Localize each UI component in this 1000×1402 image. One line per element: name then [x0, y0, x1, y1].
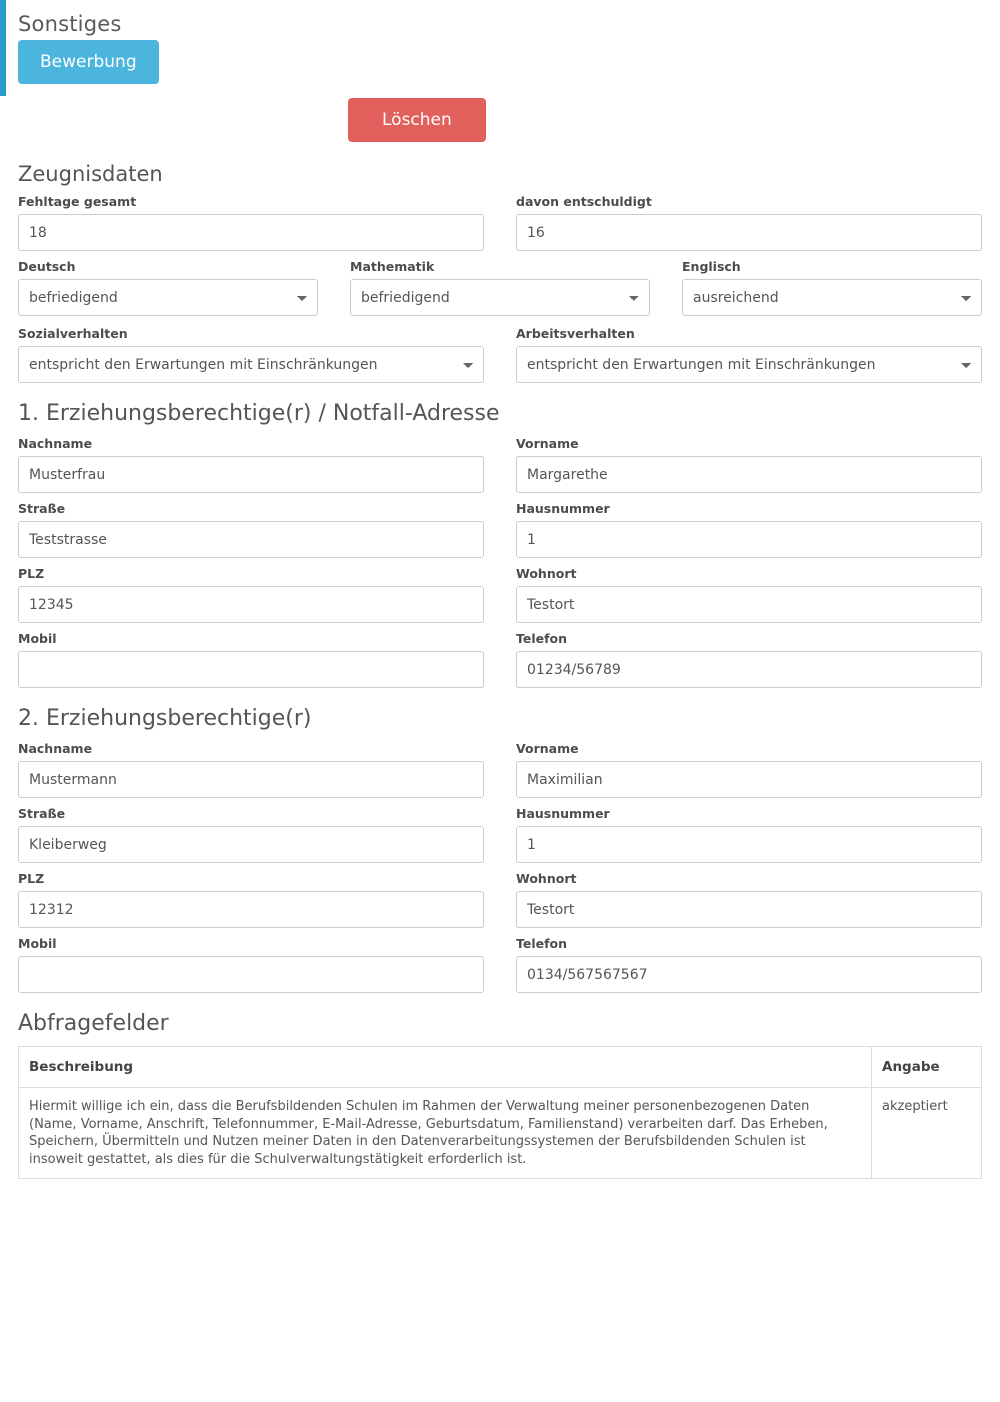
table-head — [19, 1047, 982, 1088]
left-accent-bar — [0, 0, 6, 96]
page-title: Sonstiges — [18, 12, 122, 36]
abfragefelder-table — [18, 1046, 982, 1179]
input-erz1-hausnummer[interactable] — [516, 521, 982, 558]
input-erz1-telefon[interactable] — [516, 651, 982, 688]
heading-erziehungsberechtigter-2: 2. Erziehungsberechtige(r) — [18, 706, 312, 731]
select-mathematik[interactable] — [350, 279, 650, 316]
field-erz2-strasse — [18, 806, 484, 863]
field-arbeitsverhalten — [516, 326, 982, 383]
label-mathematik: Mathematik — [350, 259, 435, 274]
tab-bewerbung[interactable]: Bewerbung — [18, 40, 159, 84]
label-erz2-strasse: Straße — [18, 806, 66, 821]
input-erz2-telefon[interactable] — [516, 956, 982, 993]
row-erz1-kontakt — [18, 631, 982, 688]
label-erz1-wohnort: Wohnort — [516, 566, 577, 581]
heading-abfragefelder: Abfragefelder — [18, 1011, 169, 1036]
input-erz2-wohnort[interactable] — [516, 891, 982, 928]
field-erz1-telefon — [516, 631, 982, 688]
field-erz1-vorname — [516, 436, 982, 493]
field-deutsch — [18, 259, 318, 316]
input-erz1-plz[interactable] — [18, 586, 484, 623]
field-erz2-vorname — [516, 741, 982, 798]
field-erz2-telefon — [516, 936, 982, 993]
field-davon-entschuldigt — [516, 194, 982, 251]
label-sozialverhalten: Sozialverhalten — [18, 326, 128, 341]
label-erz1-plz: PLZ — [18, 566, 45, 581]
select-arbeitsverhalten[interactable] — [516, 346, 982, 383]
select-deutsch[interactable] — [18, 279, 318, 316]
label-deutsch: Deutsch — [18, 259, 76, 274]
input-fehltage-gesamt[interactable] — [18, 214, 484, 251]
label-erz2-vorname: Vorname — [516, 741, 579, 756]
input-erz2-vorname[interactable] — [516, 761, 982, 798]
field-erz2-wohnort — [516, 871, 982, 928]
field-sozialverhalten — [18, 326, 484, 383]
field-erz1-mobil — [18, 631, 484, 688]
label-erz1-vorname: Vorname — [516, 436, 579, 451]
label-erz2-mobil: Mobil — [18, 936, 57, 951]
column-header-angabe: Angabe — [872, 1047, 982, 1088]
input-erz2-hausnummer[interactable] — [516, 826, 982, 863]
delete-row — [18, 98, 982, 142]
heading-erziehungsberechtigter-1: 1. Erziehungsberechtige(r) / Notfall-Adresse — [18, 401, 500, 426]
table-row — [19, 1088, 982, 1179]
field-erz2-mobil — [18, 936, 484, 993]
delete-button[interactable]: Löschen — [348, 98, 486, 142]
label-fehltage-gesamt: Fehltage gesamt — [18, 194, 137, 209]
row-erz1-strasse — [18, 501, 982, 558]
input-erz2-plz[interactable] — [18, 891, 484, 928]
table-body — [19, 1088, 982, 1179]
input-erz1-mobil[interactable] — [18, 651, 484, 688]
field-englisch — [682, 259, 982, 316]
column-header-beschreibung: Beschreibung — [19, 1047, 872, 1088]
select-sozialverhalten[interactable] — [18, 346, 484, 383]
label-erz2-hausnummer: Hausnummer — [516, 806, 610, 821]
input-erz2-mobil[interactable] — [18, 956, 484, 993]
label-erz2-wohnort: Wohnort — [516, 871, 577, 886]
field-mathematik — [350, 259, 650, 316]
label-erz1-nachname: Nachname — [18, 436, 93, 451]
field-erz1-wohnort — [516, 566, 982, 623]
row-fehltage — [18, 194, 982, 251]
table-header-row — [19, 1047, 982, 1088]
label-erz1-hausnummer: Hausnummer — [516, 501, 610, 516]
label-erz1-mobil: Mobil — [18, 631, 57, 646]
label-englisch: Englisch — [682, 259, 741, 274]
row-erz1-ort — [18, 566, 982, 623]
field-erz1-plz — [18, 566, 484, 623]
field-erz2-hausnummer — [516, 806, 982, 863]
field-erz1-hausnummer — [516, 501, 982, 558]
label-erz2-nachname: Nachname — [18, 741, 93, 756]
field-fehltage-gesamt — [18, 194, 484, 251]
heading-zeugnisdaten: Zeugnisdaten — [18, 162, 163, 186]
row-verhalten — [18, 326, 982, 383]
label-davon-entschuldigt: davon entschuldigt — [516, 194, 652, 209]
row-noten — [18, 259, 982, 316]
input-davon-entschuldigt[interactable] — [516, 214, 982, 251]
input-erz2-nachname[interactable] — [18, 761, 484, 798]
row-erz2-ort — [18, 871, 982, 928]
cell-beschreibung: Hiermit willige ich ein, dass die Berufsbildenden Schulen im Rahmen der Verwaltung meiner personenbezogenen Daten (Name, Vorname, Anschrift, Telefonnummer, E-Mail-Adresse, Geburtsdatum, Familienstand) verarbeiten darf. Das Erheben, Speichern, Übermitteln und Nutzen meiner Daten in den Datenverarbeitungssystemen der Berufsbildenden Schulen ist insoweit gestattet, als dies für die Schulverwaltungstätigkeit erforderlich ist. — [19, 1088, 872, 1179]
input-erz1-wohnort[interactable] — [516, 586, 982, 623]
label-erz2-plz: PLZ — [18, 871, 45, 886]
select-englisch[interactable] — [682, 279, 982, 316]
label-erz1-telefon: Telefon — [516, 631, 568, 646]
input-erz1-nachname[interactable] — [18, 456, 484, 493]
field-erz1-strasse — [18, 501, 484, 558]
input-erz1-strasse[interactable] — [18, 521, 484, 558]
row-erz2-kontakt — [18, 936, 982, 993]
input-erz1-vorname[interactable] — [516, 456, 982, 493]
field-erz2-nachname — [18, 741, 484, 798]
row-erz1-name — [18, 436, 982, 493]
row-erz2-name — [18, 741, 982, 798]
label-arbeitsverhalten: Arbeitsverhalten — [516, 326, 635, 341]
field-erz1-nachname — [18, 436, 484, 493]
row-erz2-strasse — [18, 806, 982, 863]
cell-angabe: akzeptiert — [872, 1088, 982, 1179]
input-erz2-strasse[interactable] — [18, 826, 484, 863]
tab-bar — [18, 40, 982, 84]
field-erz2-plz — [18, 871, 484, 928]
label-erz1-strasse: Straße — [18, 501, 66, 516]
label-erz2-telefon: Telefon — [516, 936, 568, 951]
